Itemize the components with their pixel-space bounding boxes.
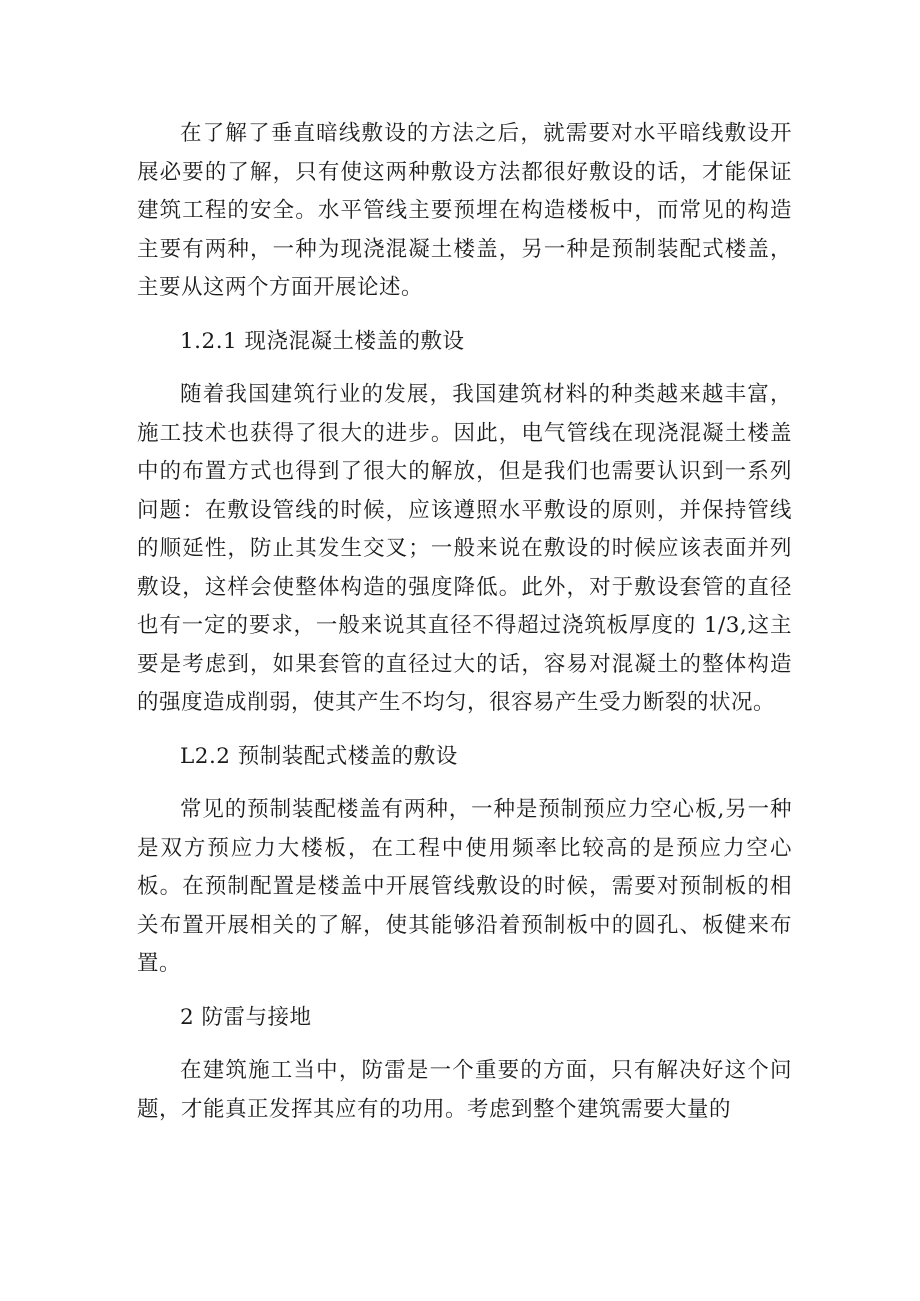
paragraph-gap — [137, 361, 792, 376]
paragraph-lightning: 在建筑施工当中，防雷是一个重要的方面，只有解决好这个问题，才能真正发挥其应有的功用。考虑到整个建筑需要大量的 — [137, 1058, 792, 1122]
paragraph-intro: 在了解了垂直暗线敷设的方法之后，就需要对水平暗线敷设开展必要的了解，只有使这两种敷设方法都很好敷设的话，才能保证建筑工程的安全。水平管线主要预埋在构造楼板中，而常见的构造主要有两种，一种为现浇混凝土楼盖，另一种是预制装配式楼盖，主要从这两个方面开展论述。 — [137, 121, 792, 300]
paragraph-prefabricated: 常见的预制装配楼盖有两种，一种是预制预应力空心板,另一种是双方预应力大楼板，在工程中使用频率比较高的是预应力空心板。在预制配置是楼盖中开展管线敷设的时候，需要对预制板的相关布置开展相关的了解，使其能够沿着预制板中的圆孔、板健来布置。 — [137, 797, 792, 976]
section-heading-1-2-1: 1.2.1 现浇混凝土楼盖的敷设 — [180, 328, 465, 354]
section-heading-2: 2 防雷与接地 — [180, 1004, 312, 1030]
paragraph-gap — [137, 984, 792, 999]
paragraph-gap — [137, 308, 792, 323]
paragraph-gap — [137, 776, 792, 791]
paragraph-gap — [137, 723, 792, 738]
paragraph-gap — [137, 1037, 792, 1052]
paragraph-cast-in-place: 随着我国建筑行业的发展，我国建筑材料的种类越来越丰富，施工技术也获得了很大的进步。因此，电气管线在现浇混凝土楼盖中的布置方式也得到了很大的解放，但是我们也需要认识到一系列问题：在敷设管线的时候，应该遵照水平敷设的原则，并保持管线的顺延性，防止其发生交叉；一般来说在敷设的时候应该表面并列敷设，这样会使整体构造的强度降低。此外，对于敷设套管的直径也有一定的要求，一般来说其直径不得超过浇筑板厚度的 1/3,这主要是考虑到，如果套管的直径过大的话，容易对混凝土的整体构造的强度造成削弱，使其产生不均匀，很容易产生受力断裂的状况。 — [137, 382, 792, 715]
section-heading-1-2-2: L2.2 预制装配式楼盖的敷设 — [180, 743, 458, 769]
document-body — [137, 115, 792, 1129]
